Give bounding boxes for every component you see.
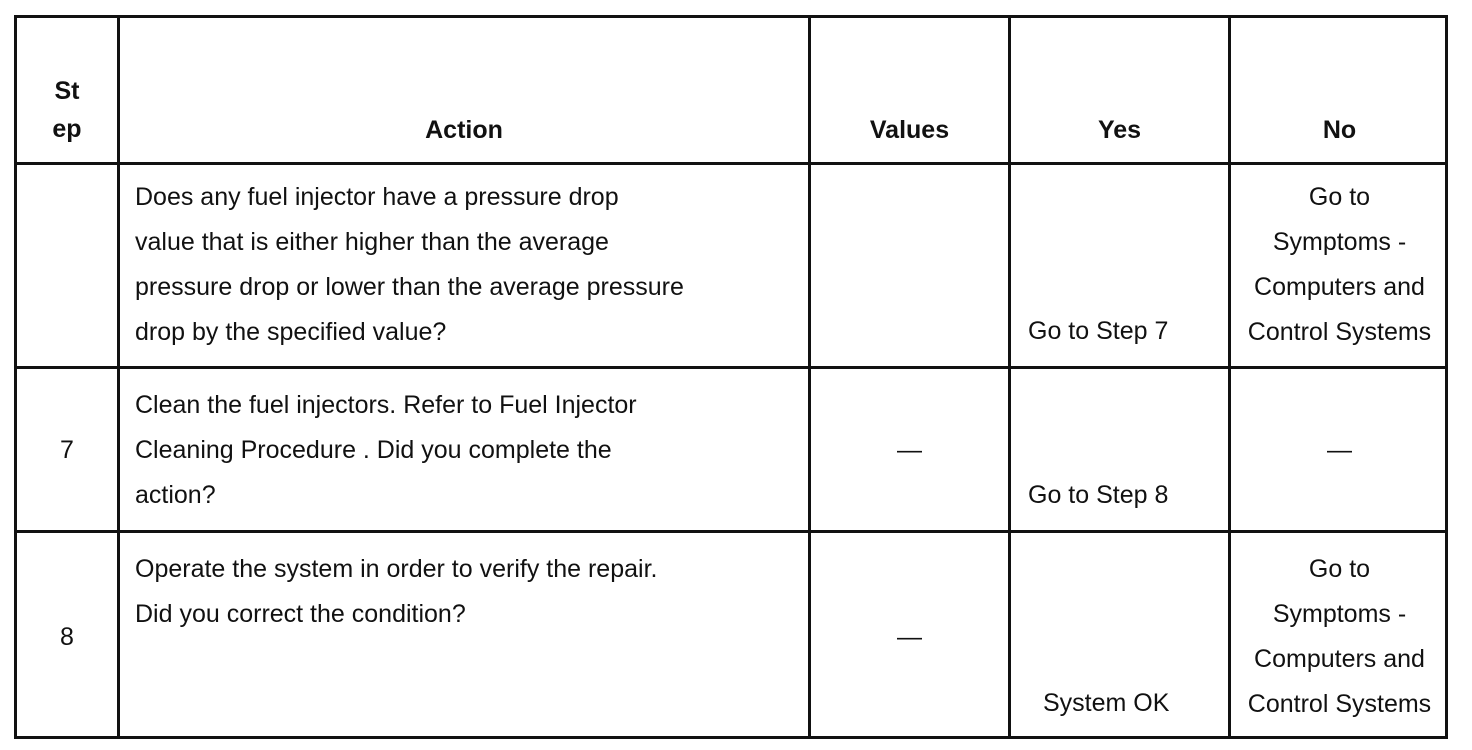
row-divider bbox=[17, 162, 1445, 165]
table-row-step: 7 bbox=[60, 436, 74, 464]
header-action: Action bbox=[425, 116, 503, 144]
table-row-action: Operate the system in order to verify the repair. Did you correct the condition? bbox=[135, 555, 658, 628]
table-row-values: — bbox=[897, 436, 922, 464]
table-row-yes: Go to Step 7 bbox=[1028, 317, 1169, 345]
table-row-no: Go to Symptoms - Computers and Control Systems bbox=[1247, 555, 1432, 718]
header-values: Values bbox=[869, 116, 950, 144]
row-divider bbox=[17, 530, 1445, 533]
table-row-action: Clean the fuel injectors. Refer to Fuel Injector Cleaning Procedure . Did you complete the action? bbox=[135, 391, 637, 509]
row-divider bbox=[17, 366, 1445, 369]
table-row-no: — bbox=[1327, 436, 1352, 464]
diagnostic-table bbox=[14, 15, 1448, 739]
header-step: St ep bbox=[52, 77, 82, 143]
table-row-no: Go to Symptoms - Computers and Control Systems bbox=[1247, 183, 1432, 346]
table-row-action: Does any fuel injector have a pressure drop value that is either higher than the average pressure drop or lower than the average pressure drop by the specified value? bbox=[135, 183, 684, 346]
table-row-values: — bbox=[897, 623, 922, 651]
table-row-yes: Go to Step 8 bbox=[1028, 481, 1169, 509]
header-yes: Yes bbox=[1097, 116, 1142, 144]
header-no: No bbox=[1322, 116, 1357, 144]
table-row-step: 8 bbox=[60, 623, 74, 651]
table-row-yes: System OK bbox=[1043, 689, 1170, 717]
